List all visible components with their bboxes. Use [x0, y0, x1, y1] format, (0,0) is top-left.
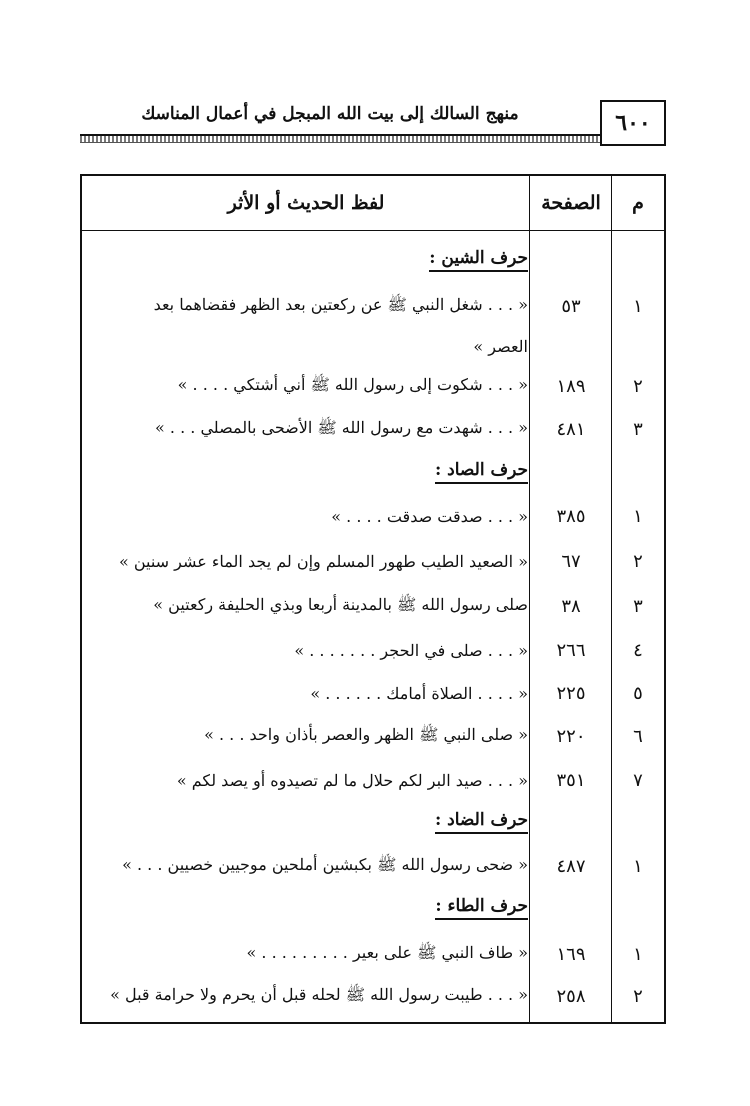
table-row	[82, 716, 664, 756]
table-row	[82, 366, 664, 406]
row-text: « صلى النبي ﷺ الظهر والعصر بأذان واحد . . . »	[204, 724, 528, 744]
section-heading: حرف الطاء :	[90, 888, 528, 928]
row-text: « . . . شكوت إلى رسول الله ﷺ أني أشتكي . . . . »	[177, 374, 528, 394]
table-row	[82, 934, 664, 974]
table-row	[82, 496, 664, 536]
row-number: ٦	[633, 725, 643, 747]
row-text: « . . . . الصلاة أمامك . . . . . . »	[310, 683, 528, 703]
header-rule	[80, 134, 600, 143]
hadith-index-table	[80, 174, 666, 1024]
row-text: « . . . طيبت رسول الله ﷺ لحله قبل أن يحرم ولا حرامة قبل »	[110, 984, 528, 1004]
row-text: « . . . صيد البر لكم حلال ما لم تصيدوه أو يصد لكم »	[176, 770, 528, 790]
row-number: ٢	[633, 375, 643, 397]
table-row	[82, 286, 664, 326]
row-text: « . . . شغل النبي ﷺ عن ركعتين بعد الظهر فقضاهما بعد	[153, 294, 528, 314]
row-number: ٢	[633, 985, 643, 1007]
row-page: ٥٣	[561, 295, 581, 317]
row-text: العصر »	[473, 336, 528, 356]
row-number: ٢	[633, 550, 643, 572]
section-heading: حرف الضاد :	[90, 802, 528, 842]
row-page: ٣٨	[561, 595, 581, 617]
row-page: ٢٦٦	[556, 639, 586, 661]
row-page: ٢٥٨	[556, 985, 586, 1007]
row-text: « . . . صدقت صدقت . . . . »	[331, 506, 528, 526]
row-number: ١	[633, 855, 643, 877]
row-page: ٤٨٧	[556, 855, 586, 877]
row-page: ٣٨٥	[556, 505, 586, 527]
row-number: ٥	[633, 682, 643, 704]
table-row	[82, 630, 664, 670]
row-number: ٧	[633, 769, 643, 791]
section-heading: حرف الشين :	[90, 240, 528, 280]
row-number: ٣	[633, 418, 643, 440]
table-row	[82, 586, 664, 626]
row-page: ٢٢٥	[556, 682, 586, 704]
row-text: « ضحى رسول الله ﷺ بكبشين أملحين موجيين خصيين . . . »	[122, 854, 528, 874]
header-divider	[82, 230, 664, 231]
section-heading: حرف الصاد :	[90, 452, 528, 492]
row-page: ٤٨١	[556, 418, 586, 440]
row-number: ١	[633, 943, 643, 965]
row-page: ٢٢٠	[556, 725, 586, 747]
header-num: م	[632, 192, 644, 214]
table-row	[82, 541, 664, 581]
row-text: « . . . شهدت مع رسول الله ﷺ الأضحى بالمصلي . . . »	[155, 417, 528, 437]
table-row	[82, 846, 664, 886]
row-page: ١٨٩	[556, 375, 586, 397]
row-page: ٣٥١	[556, 769, 586, 791]
book-title: منهج السالك إلى بيت الله المبجل في أعمال المناسك	[141, 104, 519, 124]
row-number: ٣	[633, 595, 643, 617]
row-number: ٤	[633, 639, 643, 661]
page-number: ٦٠٠	[600, 100, 666, 146]
table-row	[82, 409, 664, 449]
row-number: ١	[633, 505, 643, 527]
row-page: ٦٧	[561, 550, 581, 572]
header-page: الصفحة	[541, 192, 601, 214]
row-text: « الصعيد الطيب طهور المسلم وإن لم يجد الماء عشر سنين »	[118, 551, 528, 571]
page-header	[80, 100, 666, 152]
header-text: لفظ الحديث أو الأثر	[227, 192, 385, 214]
row-text: « . . . صلى في الحجر . . . . . . . »	[294, 640, 528, 660]
table-row	[82, 673, 664, 713]
row-number: ١	[633, 295, 643, 317]
table-row	[82, 976, 664, 1016]
table-row	[82, 760, 664, 800]
table-row-continuation	[82, 326, 664, 366]
row-text: « طاف النبي ﷺ على بعير . . . . . . . . . »	[246, 942, 528, 962]
row-text: صلى رسول الله ﷺ بالمدينة أربعا وبذي الحليفة ركعتين »	[153, 594, 528, 614]
row-page: ١٦٩	[556, 943, 586, 965]
